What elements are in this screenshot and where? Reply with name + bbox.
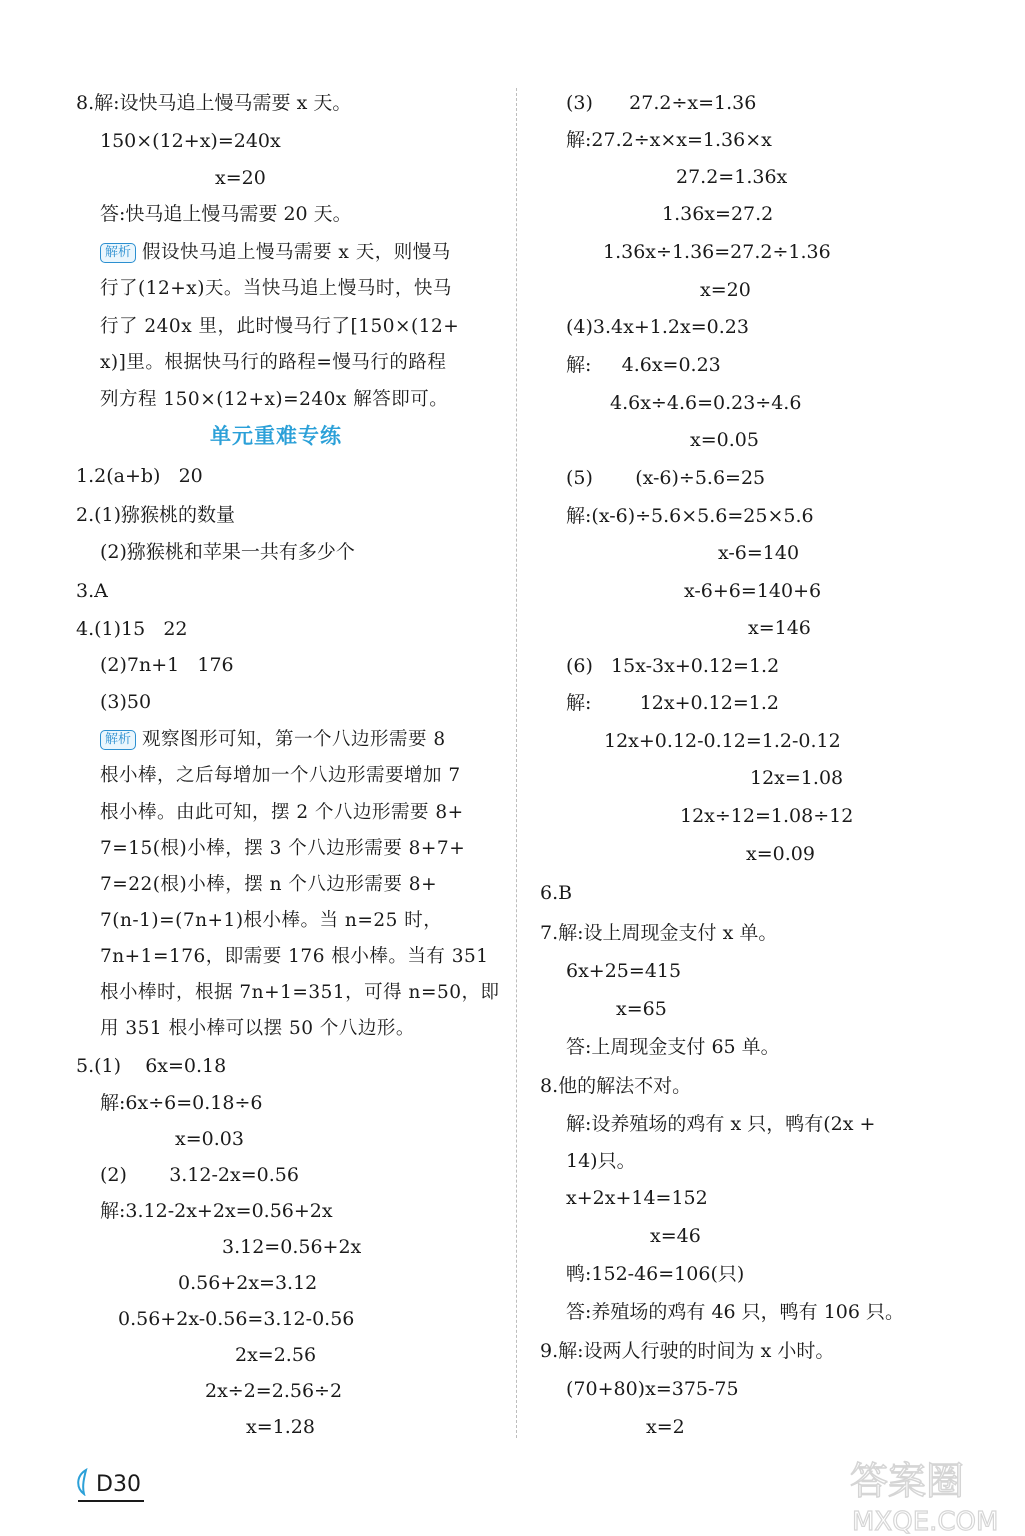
text-line: 1.36x=27.2 [662, 203, 774, 225]
analysis-tag: 解析 [100, 243, 136, 263]
analysis-text: 观察图形可知，第一个八边形需要 8 [142, 729, 446, 750]
text-line: 7n+1=176，即需要 176 根小棒。当有 351 [100, 946, 489, 967]
column-divider [516, 88, 517, 1438]
text-line [76, 502, 235, 528]
question-line: 8.他的解法不对。 [540, 1075, 692, 1097]
text-line: 2x=2.56 [235, 1344, 317, 1366]
text-line: x=1.28 [246, 1416, 315, 1438]
text-line: x=0.09 [746, 843, 815, 865]
text-line: x=20 [700, 279, 751, 301]
text-line: 7=22(根)小棒，摆 n 个八边形需要 8+ [100, 874, 438, 895]
text-line [100, 239, 451, 266]
text-line [76, 616, 188, 642]
text-line: (2)7n+1 176 [100, 654, 234, 676]
text-line [540, 1073, 691, 1099]
text-line: (4)3.4x+1.2x=0.23 [566, 316, 749, 338]
text-line: 2x÷2=2.56÷2 [205, 1380, 343, 1402]
text-line [540, 920, 777, 946]
watermark-logo [830, 1450, 1020, 1536]
text-line: 解:3.12-2x+2x=0.56+2x [100, 1200, 333, 1222]
text-line: x-6=140 [718, 542, 800, 564]
text-line [100, 726, 446, 753]
question-line: 4.(1)15 22 [76, 618, 188, 640]
leaf-icon [74, 1468, 96, 1496]
text-line: 解:设养殖场的鸡有 x 只，鸭有(2x + [566, 1113, 876, 1135]
text-line [540, 1338, 834, 1364]
question-line: 3.A [76, 580, 108, 602]
text-line: 12x+0.12-0.12=1.2-0.12 [604, 730, 841, 752]
text-line: x=0.05 [690, 429, 759, 451]
text-line: x=20 [215, 167, 266, 189]
text-line: x=146 [748, 617, 811, 639]
question-line: 5.(1) 6x=0.18 [76, 1055, 227, 1077]
text-line: 解:(x-6)÷5.6×5.6=25×5.6 [566, 505, 814, 527]
section-title: 单元重难专练 [210, 424, 342, 448]
text-line: 根小棒时，根据 7n+1=351，可得 n=50，即 [100, 982, 500, 1003]
text-line: (3)50 [100, 691, 152, 713]
text-line: 150×(12+x)=240x [100, 130, 281, 152]
text-line: 7=15(根)小棒，摆 3 个八边形需要 8+7+ [100, 838, 466, 859]
text-line: x)]里。根据快马行的路程=慢马行的路程 [100, 352, 447, 373]
text-line: (70+80)x=375-75 [566, 1378, 739, 1400]
text-line: 行了(12+x)天。当快马追上慢马时，快马 [100, 278, 452, 299]
text-line: 鸭:152-46=106(只) [566, 1263, 745, 1285]
text-line: 根小棒。由此可知，摆 2 个八边形需要 8+ [100, 802, 464, 823]
text-line [76, 1053, 226, 1079]
text-line: (2) 3.12-2x=0.56 [100, 1164, 299, 1186]
text-line: 答:上周现金支付 65 单。 [566, 1036, 780, 1058]
text-line: 4.6x÷4.6=0.23÷4.6 [610, 392, 802, 414]
text-line: 答:快马追上慢马需要 20 天。 [100, 203, 352, 225]
text-line: x+2x+14=152 [566, 1187, 708, 1209]
question-line: 8.解:设快马追上慢马需要 x 天。 [76, 92, 352, 114]
text-line [76, 463, 203, 489]
question-line: 9.解:设两人行驶的时间为 x 小时。 [540, 1340, 835, 1362]
text-line: 解:27.2÷x×x=1.36×x [566, 129, 772, 151]
text-line: 12x=1.08 [750, 767, 844, 789]
text-line: x=0.03 [175, 1128, 244, 1150]
text-line: (2)猕猴桃和苹果一共有多少个 [100, 541, 355, 563]
text-line: 解: 12x+0.12=1.2 [566, 692, 779, 714]
text-line: 列方程 150×(12+x)=240x 解答即可。 [100, 389, 449, 410]
text-line: 27.2=1.36x [676, 166, 788, 188]
text-line: 3.12=0.56+2x [222, 1236, 362, 1258]
footer-underline [78, 1500, 144, 1502]
question-line: 7.解:设上周现金支付 x 单。 [540, 922, 778, 944]
text-line: 解: 4.6x=0.23 [566, 354, 721, 376]
text-line: (6) 15x-3x+0.12=1.2 [566, 655, 780, 677]
question-line: 6.B [540, 882, 573, 904]
text-line: 12x÷12=1.08÷12 [680, 805, 854, 827]
text-line: 0.56+2x=3.12 [178, 1272, 318, 1294]
text-line: 14)只。 [566, 1150, 636, 1172]
page-number: D30 [96, 1472, 141, 1497]
analysis-tag: 解析 [100, 730, 136, 750]
text-line: 根小棒，之后每增加一个八边形需要增加 7 [100, 765, 461, 786]
text-line: 行了 240x 里，此时慢马行了[150×(12+ [100, 316, 460, 337]
watermark-top: 答案圈 [850, 1459, 965, 1503]
text-line [76, 578, 108, 604]
text-line: x=65 [616, 998, 667, 1020]
text-line: (3) 27.2÷x=1.36 [566, 92, 757, 114]
text-line: x=46 [650, 1225, 701, 1247]
text-line: 用 351 根小棒可以摆 50 个八边形。 [100, 1018, 415, 1039]
question-line: 2.(1)猕猴桃的数量 [76, 504, 236, 526]
text-line: (5) (x-6)÷5.6=25 [566, 467, 766, 489]
text-line [76, 90, 351, 116]
text-line: 答:养殖场的鸡有 46 只，鸭有 106 只。 [566, 1301, 905, 1323]
text-line: x-6+6=140+6 [684, 580, 822, 602]
analysis-text: 假设快马追上慢马需要 x 天，则慢马 [142, 242, 451, 263]
text-line [540, 880, 572, 906]
question-line: 1.2(a+b) 20 [76, 465, 203, 487]
text-line: x=2 [646, 1416, 685, 1438]
text-line: 0.56+2x-0.56=3.12-0.56 [118, 1308, 355, 1330]
text-line: 解:6x÷6=0.18÷6 [100, 1092, 263, 1114]
watermark-bottom: MXQE.COM [852, 1507, 999, 1536]
text-line: 7(n-1)=(7n+1)根小棒。当 n=25 时， [100, 910, 443, 931]
text-line: 1.36x÷1.36=27.2÷1.36 [603, 241, 831, 263]
text-line: 6x+25=415 [566, 960, 682, 982]
